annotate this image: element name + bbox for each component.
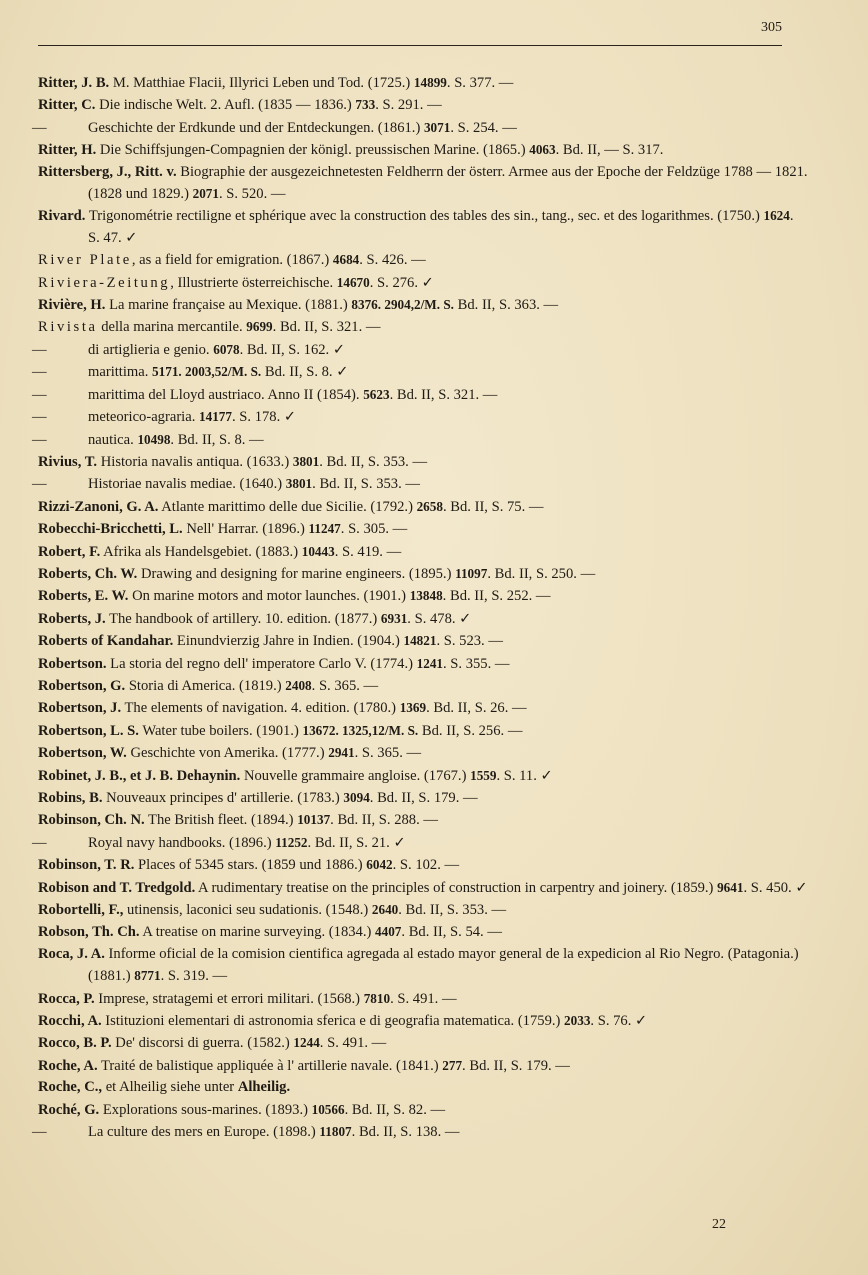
entry-reference: . S. 178. ✓ bbox=[231, 409, 297, 426]
entry-author: Rizzi-Zanoni, G. A. bbox=[38, 498, 159, 515]
entry-reference: . Bd. II, S. 250. — bbox=[487, 565, 596, 582]
entry-text: Storia di America. (1819.) bbox=[125, 677, 286, 694]
entry-reference: . S. 276. ✓ bbox=[369, 274, 434, 291]
entry-author: Roche, C., bbox=[38, 1079, 103, 1096]
entry-text: Biographie der ausgezeichnetesten Feldherrn der österr. Armee aus der Epoche der Feldzüge 1788 — 1821. (1828 und 1829.) bbox=[88, 163, 808, 203]
entry-reference: . Bd. II, S. 179. — bbox=[462, 1057, 570, 1074]
entry-author: Robecchi-Bricchetti, L. bbox=[38, 521, 183, 538]
entry-reference: . Bd. II, S. 26. — bbox=[426, 700, 527, 717]
catalog-entry bbox=[38, 1032, 808, 1054]
entry-shelfmark: 14177 bbox=[199, 409, 232, 425]
entry-reference: . S. 291. — bbox=[375, 97, 442, 114]
entry-reference: . S. 419. — bbox=[334, 543, 402, 560]
entry-reference: . S. 426. — bbox=[359, 252, 426, 269]
entry-shelfmark: 10137 bbox=[297, 812, 331, 828]
entry-text: , as a field for emigration. (1867.) bbox=[131, 252, 333, 269]
catalog-entry bbox=[38, 630, 808, 652]
entry-shelfmark: 277 bbox=[442, 1057, 463, 1073]
entry-author: Rivière, H. bbox=[38, 297, 106, 314]
entry-shelfmark: 733 bbox=[355, 97, 376, 113]
catalog-entry bbox=[32, 406, 808, 428]
entry-text: Atlante marittimo delle due Sicilie. (1792.) bbox=[158, 498, 417, 515]
entry-shelfmark: 11097 bbox=[455, 565, 488, 581]
entry-text: Afrika als Handelsgebiet. (1883.) bbox=[100, 543, 302, 560]
entry-reference: . Bd. II, S. 321. — bbox=[272, 319, 381, 336]
entry-text: meteorico-agraria. bbox=[88, 409, 200, 426]
entry-shelfmark: 1369 bbox=[399, 700, 427, 716]
entry-shelfmark: 3801 bbox=[292, 453, 320, 469]
entry-author: Robertson, L. S. bbox=[38, 722, 139, 739]
entry-text: et Alheilig siehe unter bbox=[102, 1079, 238, 1096]
entry-reference: . Bd. II, S. 353. — bbox=[319, 453, 428, 470]
entry-shelfmark: 10443 bbox=[301, 543, 335, 559]
ditto-dash: — bbox=[32, 364, 47, 381]
entry-text: The handbook of artillery. 10. edition. (1877.) bbox=[105, 610, 381, 627]
catalog-entry bbox=[38, 899, 808, 921]
entry-author: Robinson, T. R. bbox=[38, 857, 135, 874]
entry-text: Historia navalis antiqua. (1633.) bbox=[97, 453, 293, 470]
catalog-entry bbox=[38, 294, 808, 316]
entry-author: Robortelli, F., bbox=[38, 902, 124, 919]
entry-text: Geschichte der Erdkunde und der Entdeckungen. (1861.) bbox=[88, 119, 424, 136]
ditto-dash: — bbox=[32, 1124, 47, 1141]
entry-shelfmark: 2408 bbox=[285, 677, 312, 693]
entry-text: The elements of navigation. 4. edition. (1780.) bbox=[121, 700, 400, 717]
entry-reference: . Bd. II, S. 179. — bbox=[369, 790, 478, 806]
entry-shelfmark: 3801 bbox=[285, 476, 313, 492]
entry-author: Robins, B. bbox=[38, 790, 103, 806]
entry-text: M. Matthiae Flacii, Illyrici Leben und Tod. (1725.) bbox=[109, 75, 414, 91]
entry-reference: . S. 365. — bbox=[311, 677, 379, 694]
entry-reference: . Bd. II, S. 54. — bbox=[401, 924, 502, 941]
catalog-entry bbox=[38, 854, 808, 876]
entry-reference: . S. 319. — bbox=[160, 968, 228, 985]
catalog-entry bbox=[38, 877, 808, 899]
entry-shelfmark: 13672. 1325,12/M. S. bbox=[302, 722, 419, 738]
entry-title-spaced: Rivista bbox=[38, 319, 98, 336]
ditto-dash: — bbox=[32, 409, 47, 426]
entry-text: A treatise on marine surveying. (1834.) bbox=[139, 924, 376, 941]
entry-reference: . S. 11. ✓ bbox=[496, 767, 553, 784]
entry-text: di artiglieria e genio. bbox=[88, 341, 214, 358]
ditto-dash: — bbox=[32, 431, 47, 448]
entry-title-spaced: River Plate bbox=[38, 252, 132, 269]
entry-text: Informe oficial de la comision cientifica agregada al estado mayor general de la expedicion al Rio Negro. (Patagonia.) (1881.) bbox=[88, 945, 799, 985]
catalog-entry bbox=[38, 518, 808, 540]
signature-number: 22 bbox=[712, 1217, 726, 1232]
entry-author: Rocchi, A. bbox=[38, 1013, 102, 1030]
entry-text: La storia del regno dell' imperatore Carlo V. (1774.) bbox=[106, 655, 417, 672]
entry-shelfmark: 4407 bbox=[375, 924, 402, 940]
catalog-entry bbox=[38, 765, 808, 787]
catalog-entry bbox=[38, 1010, 808, 1032]
entry-reference: . S. 491. — bbox=[319, 1035, 387, 1052]
entry-text: Istituzioni elementari di astronomia sferica e di geografia matematica. (1759.) bbox=[101, 1013, 565, 1030]
entry-shelfmark: 4684 bbox=[332, 252, 360, 268]
entry-text: Historiae navalis mediae. (1640.) bbox=[88, 476, 286, 493]
entry-text: nautica. bbox=[88, 431, 138, 448]
entry-shelfmark: 9641 bbox=[717, 879, 744, 895]
entry-shelfmark: 6931 bbox=[380, 610, 408, 626]
catalog-entry bbox=[38, 496, 808, 518]
entry-shelfmark: 1241 bbox=[416, 655, 443, 671]
entry-text: , Illustrierte österreichische. bbox=[170, 274, 337, 291]
catalog-entry bbox=[38, 653, 808, 675]
entry-author: Rivius, T. bbox=[38, 453, 98, 470]
entry-reference: . Bd. II, S. 252. — bbox=[442, 588, 551, 605]
entry-shelfmark: 7810 bbox=[363, 990, 391, 1006]
catalog-entry bbox=[38, 72, 808, 94]
catalog-entry bbox=[38, 249, 808, 271]
entry-shelfmark: 10498 bbox=[137, 431, 171, 447]
entry-reference: . Bd. II, S. 138. — bbox=[351, 1124, 460, 1141]
catalog-entry bbox=[38, 585, 808, 607]
catalog-entry bbox=[38, 742, 808, 764]
entry-reference: . S. 47. ✓ bbox=[88, 208, 794, 246]
entry-text: Places of 5345 stars. (1859 und 1886.) bbox=[134, 857, 367, 874]
entry-author: Rocco, B. P. bbox=[38, 1035, 112, 1052]
ditto-dash: — bbox=[32, 834, 47, 851]
entry-reference: . S. 76. ✓ bbox=[590, 1013, 648, 1030]
entry-author: Robinson, Ch. N. bbox=[38, 812, 145, 829]
catalog-entry bbox=[38, 162, 808, 206]
entry-author: Robertson, W. bbox=[38, 745, 127, 762]
entry-text: Trigonométrie rectiligne et sphérique avec la construction des tables des sin., tang., sec. et des logarithmes. (1750.) bbox=[85, 208, 764, 225]
entry-shelfmark: 8376. 2904,2/M. S. bbox=[351, 297, 454, 313]
entry-shelfmark: 6042 bbox=[366, 857, 393, 873]
catalog-entry bbox=[38, 541, 808, 563]
entry-text: marittima. bbox=[88, 364, 153, 381]
entry-shelfmark: 9699 bbox=[246, 319, 273, 335]
entry-text: Imprese, stratagemi et errori militari. (1568.) bbox=[94, 990, 364, 1007]
entry-shelfmark: 1624 bbox=[763, 208, 790, 224]
entry-shelfmark: 6078 bbox=[213, 341, 240, 357]
catalog-entry bbox=[38, 272, 808, 294]
entry-reference: . S. 491. — bbox=[390, 990, 457, 1007]
catalog-entry bbox=[38, 809, 808, 831]
entry-reference: . Bd. II, S. 353. — bbox=[398, 902, 507, 919]
entry-text: marittima del Lloyd austriaco. Anno II (1854). bbox=[88, 386, 364, 403]
entry-text: La culture des mers en Europe. (1898.) bbox=[88, 1124, 320, 1141]
entry-author: Robertson, J. bbox=[38, 700, 122, 717]
entry-shelfmark: 11247 bbox=[308, 521, 341, 537]
entry-shelfmark: 13848 bbox=[409, 588, 443, 604]
entry-reference: . S. 365. — bbox=[354, 745, 422, 762]
entry-author: Rivard. bbox=[38, 208, 86, 225]
ditto-dash: — bbox=[32, 341, 47, 358]
catalog-entry bbox=[38, 1099, 808, 1121]
entry-text: Die indische Welt. 2. Aufl. (1835 — 1836.) bbox=[95, 97, 356, 114]
entry-reference: . S. 305. — bbox=[340, 521, 408, 538]
entry-author: Ritter, J. B. bbox=[38, 75, 110, 91]
entry-author: Robertson. bbox=[38, 655, 107, 672]
entry-shelfmark: 2033 bbox=[564, 1013, 591, 1029]
entry-text: utinensis, laconici seu sudationis. (1548.) bbox=[123, 902, 372, 919]
entry-author: Robert, F. bbox=[38, 543, 101, 560]
ditto-dash: — bbox=[32, 386, 47, 403]
entry-author: Roberts, E. W. bbox=[38, 588, 129, 605]
entry-reference: . S. 102. — bbox=[392, 857, 460, 874]
entry-author: Robison and T. Tredgold. bbox=[38, 879, 196, 896]
entry-author: Roberts, Ch. W. bbox=[38, 565, 138, 582]
entry-reference: . S. 450. ✓ bbox=[743, 879, 808, 896]
entry-text: On marine motors and motor launches. (1901.) bbox=[128, 588, 410, 605]
entry-author: Rocca, P. bbox=[38, 990, 95, 1007]
entry-text: A rudimentary treatise on the principles of construction in carpentry and joinery. (1859.) bbox=[195, 879, 718, 896]
entry-author: Roca, J. A. bbox=[38, 945, 105, 962]
catalog-entry bbox=[38, 1077, 808, 1098]
entry-reference: . S. 355. — bbox=[443, 655, 510, 672]
entry-shelfmark: 11807 bbox=[319, 1124, 352, 1140]
entry-shelfmark: 10566 bbox=[311, 1101, 345, 1117]
catalog-entry bbox=[38, 205, 808, 249]
entry-author: Ritter, H. bbox=[38, 142, 97, 159]
entry-reference: . Bd. II, S. 321. — bbox=[389, 386, 498, 403]
entry-reference: Bd. II, S. 363. — bbox=[453, 297, 559, 314]
catalog-entry bbox=[38, 697, 808, 719]
entry-reference: Bd. II, S. 8. ✓ bbox=[261, 364, 349, 381]
entry-reference: . S. 254. — bbox=[450, 119, 517, 136]
entry-text: Royal navy handbooks. (1896.) bbox=[88, 834, 276, 851]
entry-shelfmark: 1559 bbox=[470, 767, 497, 783]
catalog-entry bbox=[38, 944, 808, 988]
catalog-entry bbox=[38, 787, 808, 809]
entry-text: Nell' Harrar. (1896.) bbox=[182, 521, 309, 538]
entry-reference: . S. 377. — bbox=[446, 75, 514, 91]
entry-text: Nouveaux principes d' artillerie. (1783.) bbox=[102, 790, 344, 806]
entry-reference: Bd. II, S. 256. — bbox=[418, 722, 523, 739]
entry-shelfmark: 5623 bbox=[363, 386, 390, 402]
entry-text: Geschichte von Amerika. (1777.) bbox=[126, 745, 329, 762]
entry-text: Einundvierzig Jahre in Indien. (1904.) bbox=[173, 633, 404, 650]
entry-author: Rittersberg, J., Ritt. v. bbox=[38, 163, 177, 180]
catalog-entry bbox=[38, 988, 808, 1010]
catalog-entry bbox=[38, 316, 808, 338]
catalog-entry bbox=[38, 720, 808, 742]
catalog-entry bbox=[32, 1121, 808, 1143]
entry-text: Nouvelle grammaire angloise. (1767.) bbox=[240, 767, 471, 784]
catalog-entry bbox=[38, 563, 808, 585]
entry-author: Robinet, J. B., et J. B. Dehaynin. bbox=[38, 767, 241, 784]
entry-shelfmark: 2071 bbox=[192, 186, 219, 202]
catalog-entry bbox=[32, 384, 808, 406]
entry-reference: . Bd. II, S. 288. — bbox=[330, 812, 438, 829]
entry-title-spaced: Riviera-Zeitung bbox=[38, 274, 171, 291]
entry-text: The British fleet. (1894.) bbox=[144, 812, 298, 829]
ditto-dash: — bbox=[32, 119, 47, 136]
header-rule bbox=[38, 45, 782, 46]
page-number: 305 bbox=[761, 20, 782, 35]
entry-reference: . S. 523. — bbox=[436, 633, 503, 650]
entry-text: Drawing and designing for marine engineers. (1895.) bbox=[137, 565, 456, 582]
entry-author: Ritter, C. bbox=[38, 97, 96, 114]
entry-author: Roberts, J. bbox=[38, 610, 106, 627]
catalog-entry bbox=[32, 832, 808, 854]
entry-reference: . S. 478. ✓ bbox=[407, 610, 472, 627]
ditto-dash: — bbox=[32, 476, 47, 493]
entry-text: Traité de balistique appliquée à l' artillerie navale. (1841.) bbox=[97, 1057, 443, 1074]
catalog-entry bbox=[38, 921, 808, 943]
entry-reference: . Bd. II, S. 162. ✓ bbox=[239, 341, 346, 358]
catalog-entry bbox=[38, 608, 808, 630]
entry-reference: . Bd. II, — S. 317. bbox=[555, 142, 664, 159]
entry-shelfmark: 3094 bbox=[343, 790, 370, 805]
catalog-entry bbox=[38, 451, 808, 473]
catalog-entry bbox=[32, 473, 808, 495]
entry-text: Explorations sous-marines. (1893.) bbox=[99, 1101, 312, 1118]
catalog-entry bbox=[32, 117, 808, 139]
entry-shelfmark: 2640 bbox=[371, 902, 399, 918]
entry-reference: . Bd. II, S. 353. — bbox=[312, 476, 420, 493]
entry-shelfmark: 5171. 2003,52/M. S. bbox=[152, 364, 262, 380]
entry-reference: . Bd. II, S. 8. — bbox=[170, 431, 264, 448]
entry-shelfmark: 4063 bbox=[529, 142, 556, 158]
catalog-entry bbox=[38, 1055, 808, 1077]
entry-shelfmark: 11252 bbox=[275, 834, 308, 850]
entry-text: Water tube boilers. (1901.) bbox=[138, 722, 303, 739]
entry-author: Robertson, G. bbox=[38, 677, 126, 694]
entry-author: Roberts of Kandahar. bbox=[38, 633, 174, 650]
entry-text: della marina mercantile. bbox=[97, 319, 247, 336]
entry-reference: . Bd. II, S. 21. ✓ bbox=[307, 834, 406, 851]
entry-shelfmark: 8771 bbox=[134, 968, 161, 984]
entry-author: Robson, Th. Ch. bbox=[38, 924, 140, 941]
entry-crossref: Alheilig. bbox=[237, 1079, 291, 1096]
entry-author: Roché, G. bbox=[38, 1101, 100, 1118]
entry-reference: . S. 520. — bbox=[218, 186, 286, 203]
entry-reference: . Bd. II, S. 75. — bbox=[442, 498, 544, 515]
catalog-entry bbox=[32, 339, 808, 361]
catalog-entry bbox=[32, 361, 808, 383]
entry-text: Die Schiffsjungen-Compagnien der königl. preussischen Marine. (1865.) bbox=[96, 142, 530, 159]
catalog-entry bbox=[32, 429, 808, 451]
catalog-entry bbox=[38, 675, 808, 697]
entry-text: De' discorsi di guerra. (1582.) bbox=[111, 1035, 294, 1052]
entry-shelfmark: 2941 bbox=[328, 745, 355, 761]
entry-shelfmark: 2658 bbox=[416, 498, 443, 514]
entry-text: La marine française au Mexique. (1881.) bbox=[105, 297, 352, 314]
catalog-entry bbox=[38, 139, 808, 161]
entry-shelfmark: 3071 bbox=[423, 119, 451, 135]
entry-reference: . Bd. II, S. 82. — bbox=[344, 1101, 446, 1118]
catalog-entries bbox=[32, 72, 808, 1144]
entry-author: Roche, A. bbox=[38, 1057, 98, 1074]
entry-shelfmark: 14821 bbox=[403, 633, 437, 649]
entry-shelfmark: 1244 bbox=[293, 1035, 320, 1051]
entry-shelfmark: 14899 bbox=[413, 75, 447, 90]
entry-shelfmark: 14670 bbox=[336, 274, 370, 290]
catalog-entry bbox=[38, 94, 808, 116]
